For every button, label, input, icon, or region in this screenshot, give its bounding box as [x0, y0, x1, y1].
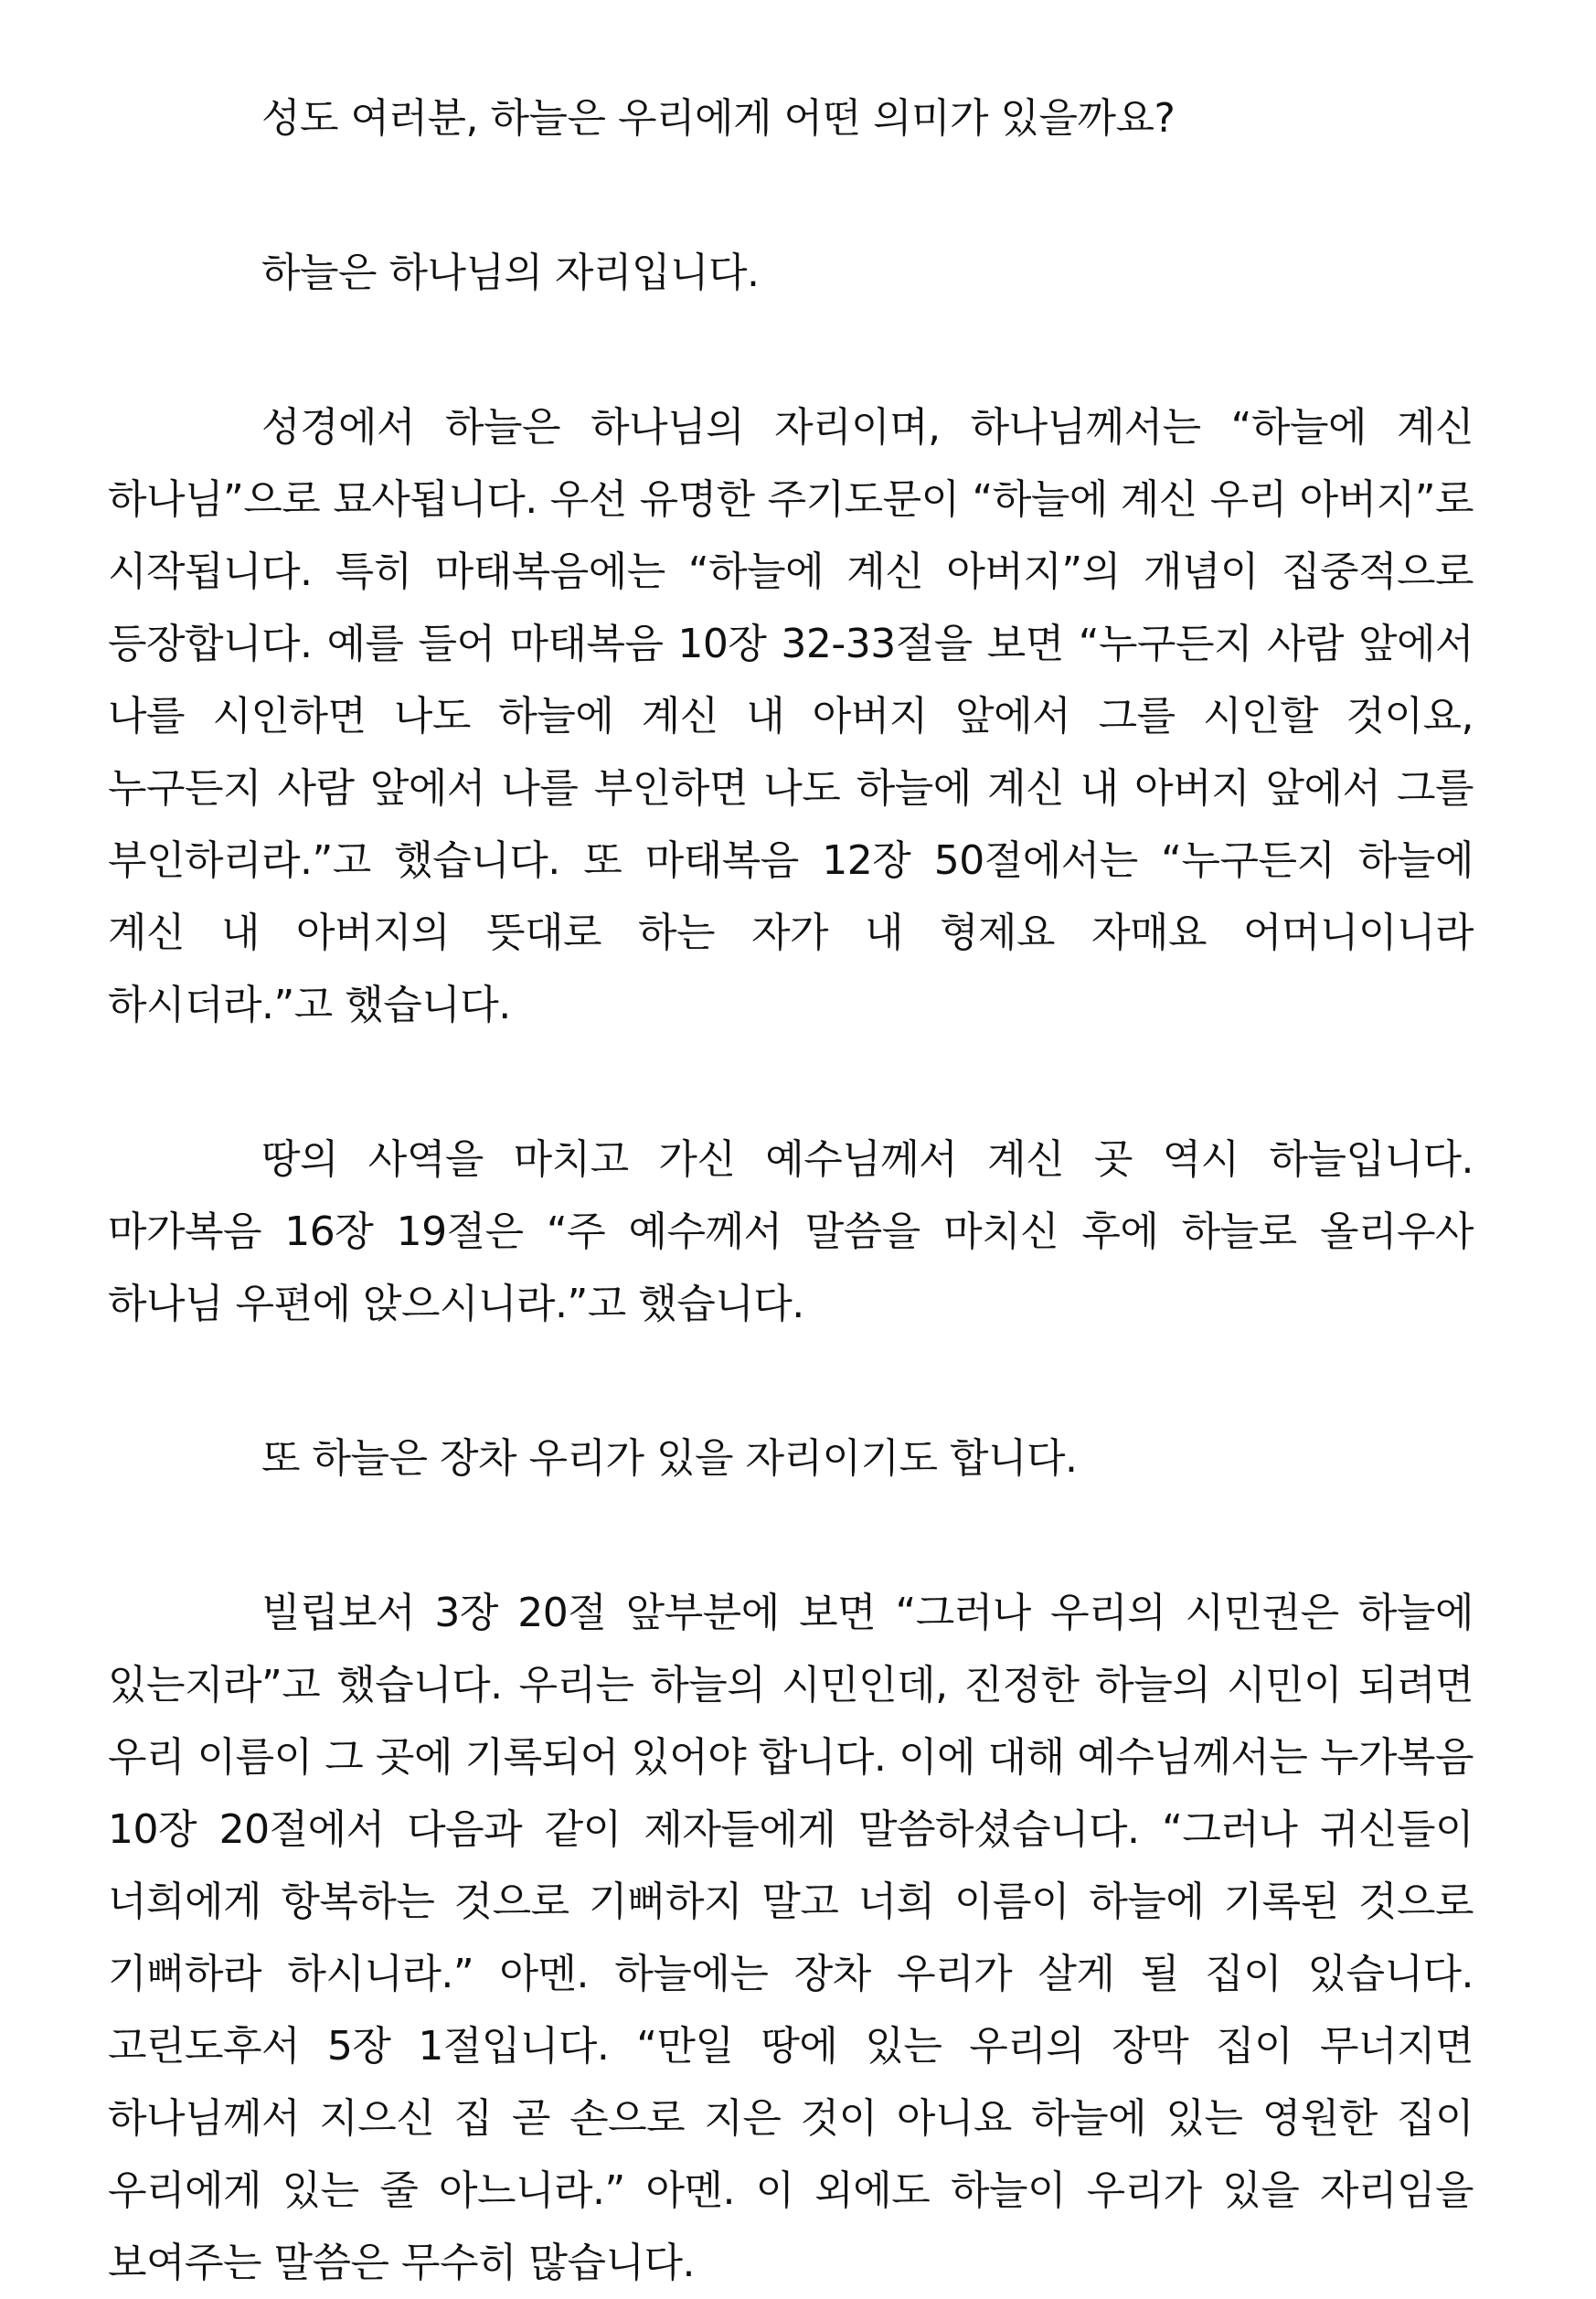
paragraph-gap: [108, 154, 1474, 237]
paragraph-gap: [108, 309, 1474, 391]
paragraph-mark-reference: 땅의 사역을 마치고 가신 예수님께서 계신 곳 역시 하늘입니다. 마가복음 16장 19절은 “주 예수께서 말씀을 마치신 후에 하늘로 올리우사 하나님 우편에 앉으시니라.”고 했습니다.: [108, 1136, 1474, 1327]
paragraph-gap: [108, 1495, 1474, 1577]
paragraph-matthew-references: 성경에서 하늘은 하나님의 자리이며, 하나님께서는 “하늘에 계신 하나님”으로 묘사됩니다. 우선 유명한 주기도문이 “하늘에 계신 우리 아버지”로 시작됩니다. 특히 마태복음에는 “하늘에 계신 아버지”의 개념이 집중적으로 등장합니다. 예를 들어 마태복음 10장 32-33절을 보면 “누구든지 사람 앞에서 나를 시인하면 나도 하늘에 계신 내 아버지 앞에서 그를 시인할 것이요, 누구든지 사람 앞에서 나를 부인하면 나도 하늘에 계신 내 아버지 앞에서 그를 부인하리라.”고 했습니다. 또 마태복음 12장 50절에서는 “누구든지 하늘에 계신 내 아버지의 뜻대로 하는 자가 내 형제요 자매요 어머니이니라 하시더라.”고 했습니다.: [108, 404, 1474, 1028]
paragraph-heading-our-place: 또 하늘은 장차 우리가 있을 자리이기도 합니다.: [261, 1435, 1078, 1482]
paragraph-gap: [108, 1041, 1474, 1123]
paragraph-philippians-references: 빌립보서 3장 20절 앞부분에 보면 “그러나 우리의 시민권은 하늘에 있는지라”고 했습니다. 우리는 하늘의 시민인데, 진정한 하늘의 시민이 되려면 우리 이름이 그 곳에 기록되어 있어야 합니다. 이에 대해 예수님께서는 누가복음 10장 20절에서 다음과 같이 제자들에게 말씀하셨습니다. “그러나 귀신들이 너희에게 항복하는 것으로 기뻐하지 말고 너희 이름이 하늘에 기록된 것으로 기뻐하라 하시니라.” 아멘. 하늘에는 장차 우리가 살게 될 집이 있습니다. 고린도후서 5장 1절입니다. “만일 땅에 있는 우리의 장막 집이 무너지면 하나님께서 지으신 집 곧 손으로 지은 것이 아니요 하늘에 있는 영원한 집이 우리에게 있는 줄 아느니라.” 아멘. 이 외에도 하늘이 우리가 있을 자리임을 보여주는 말씀은 무수히 많습니다.: [108, 1590, 1474, 2286]
document-page: [108, 82, 1474, 2299]
paragraph-heading-gods-place: 하늘은 하나님의 자리입니다.: [261, 250, 760, 296]
paragraph-gap: [108, 1340, 1474, 1422]
paragraph-intro-question: 성도 여러분, 하늘은 우리에게 어떤 의미가 있을까요?: [261, 95, 1176, 142]
